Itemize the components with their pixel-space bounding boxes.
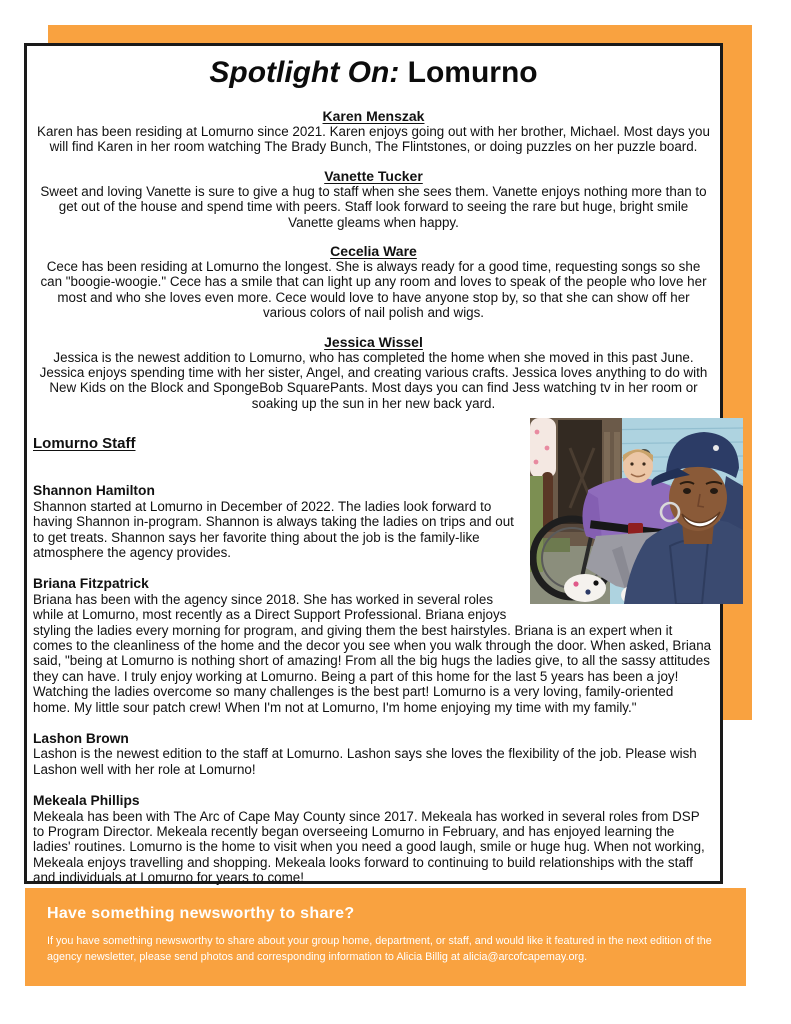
staff-name: Lashon Brown [33, 730, 129, 746]
resident-section-vanette [33, 168, 714, 230]
staff-section-lashon [33, 731, 714, 777]
resident-section-cecelia [33, 243, 714, 321]
staff-text: Lashon is the newest edition to the staff at Lomurno. Lashon says she loves the flexibility of the job. Please wish Lashon well with her role at Lomurno! [33, 746, 697, 777]
resident-text: Jessica is the newest addition to Lomurno, who has completed the home when she moved in this past June. Jessica enjoys spending time with her sister, Angel, and creating various crafts. Jessica loves anything to do with New Kids on the Block and SpongeBob SquarePants. Most days you can find Jess watching tv in her room or soaking up the sun in her new back yard. [39, 349, 708, 411]
staff-text: Shannon started at Lomurno in December of 2022. The ladies look forward to having Shannon in-program. Shannon is always taking the ladies on trips and out to get treats. Shannon says her favorite thing about the job is the family-like atmosphere the agency provides. [33, 498, 514, 560]
staff-section-heading: Lomurno Staff [33, 435, 136, 453]
staff-name: Briana Fitzpatrick [33, 576, 149, 592]
resident-name: Karen Menszak [322, 108, 425, 124]
page-title-bold: Lomurno [407, 56, 538, 89]
resident-name: Cecelia Ware [330, 243, 417, 260]
footer-text: If you have something newsworthy to share about your group home, department, or staff, and would like it featured in the next edition of the agency newsletter, please send photos and corresponding information to Alicia Billig at alicia@arcofcapemay.org. [47, 935, 712, 963]
staff-resident-photo [530, 418, 743, 604]
resident-name: Vanette Tucker [324, 167, 423, 184]
footer-callout [25, 888, 746, 986]
staff-name: Mekeala Phillips [33, 793, 140, 809]
resident-text: Sweet and loving Vanette is sure to give a hug to staff when she sees them. Vanette enjoys nothing more than to get out of the house and spend time with peers. Staff look forward to seeing the rare but huge, bright smile Vanette gleams when happy. [40, 183, 707, 230]
resident-section-jessica [33, 334, 714, 412]
photo-illustration [530, 418, 743, 604]
staff-text: Mekeala has been with The Arc of Cape May County since 2017. Mekeala has worked in several roles from DSP to Program Director. Mekeala recently began overseeing Lomurno in February, and has enjoyed learning the ladies' routines. Lomurno is the home to visit when you need a good laugh, smile or huge hug. When not working, Mekeala enjoys travelling and shopping. Mekeala looks forward to continuing to build relationships with the staff and individuals at Lomurno for years to come! [33, 808, 705, 886]
staff-text: Briana has been with the agency since 2018. She has worked in several roles while at Lomurno, most recently as a Direct Support Professional. Briana enjoys styling the ladies every morning for program, and giving them the best hairstyles. Briana is an expert when it comes to the cleanliness of the home and the decor you see when you walk through the door. When asked, Briana said, "being at Lomurno is nothing short of amazing! From all the big hugs the ladies give, to all the sassy attitudes they can have. I truly enjoy working at Lomurno. Being a part of this home for the last 5 years has been a joy! Watching the ladies overcome so many challenges is the best part! Lomurno is a very loving, family-oriented home. My little sour patch crew! When I'm not at Lomurno, I'm home enjoying my time with my family." [33, 591, 712, 715]
staff-section-mekeala [33, 793, 714, 885]
footer-heading: Have something newsworthy to share? [47, 905, 355, 922]
page-title-italic: Spotlight On: [209, 56, 408, 89]
resident-name: Jessica Wissel [324, 333, 423, 350]
resident-text: Karen has been residing at Lomurno since 2021. Karen enjoys going out with her brother, Michael. Most days you will find Karen in her room watching The Brady Bunch, The Flintstones, or doing puzzles on her puzzle board. [37, 124, 710, 155]
resident-text: Cece has been residing at Lomurno the longest. She is always ready for a good time, requesting songs so she can "boogie-woogie." Cece has a smile that can light up any room and loves to speak of the people who love her most and who she loves even more. Cece would love to have anyone stop by, so that she can show off her various colors of nail polish and wigs. [40, 259, 707, 321]
staff-name: Shannon Hamilton [33, 483, 155, 499]
page-title [33, 55, 714, 91]
resident-section-karen [33, 108, 714, 155]
